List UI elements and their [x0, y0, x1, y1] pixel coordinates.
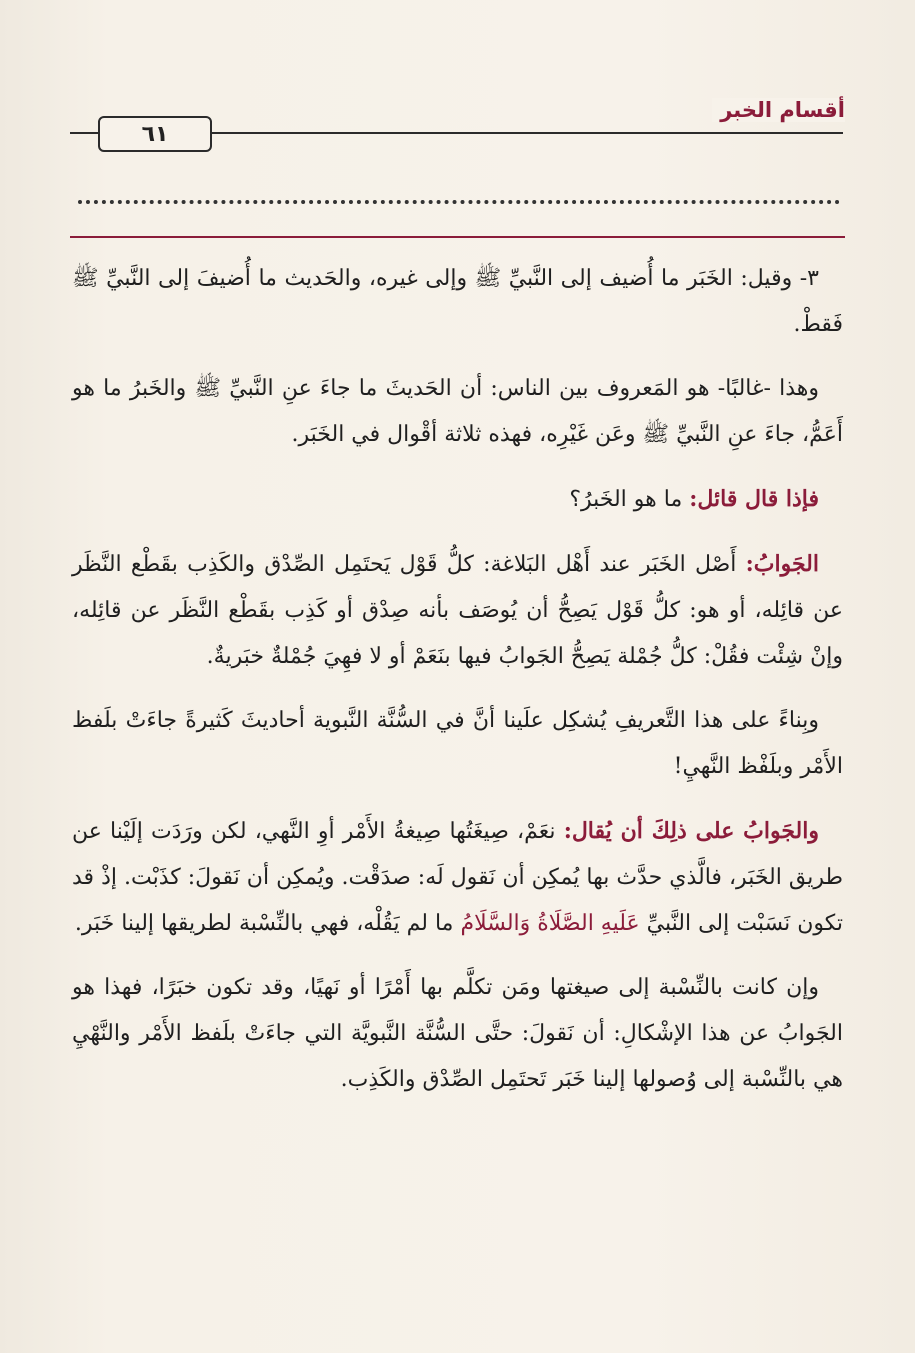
paragraph-text: وإن كانت بالنِّسْبة إلى صيغتها ومَن تكلَّم بها أَمْرًا أو نَهيًا، وقد تكون خبَرًا، فهذا هو الجَوابُ عن هذا الإشْكالِ: أن نَقولَ: حتَّى السُّنَّة النَّبويَّة التي جاءَتْ بلَفظ الأَمْر والنَّهْيِ هي بالنِّسْبة إلى وُصولها إلينا خَبَر تَحتَمِل الصِّدْق والكَذِب. [72, 975, 843, 1092]
paragraph-text: نعَمْ، صِيغَتُها صِيغةُ الأَمْر أوِ النَّهي، لكن ورَدَت إلَيْنا عن طريق الخَبَر، فالَّذي حدَّث بها يُمكِن أن نَقول لَه: صدَقْت. ويُمكِن أن نَقولَ: كذَبْت. إذْ قد تكون نَسَبْت إلى النَّبيِّ [72, 819, 843, 936]
header-rule [70, 132, 98, 134]
dotted-separator [78, 200, 840, 204]
page-number: ٦١ [98, 116, 212, 152]
section-rule [70, 236, 845, 238]
paragraph [72, 366, 843, 458]
answer-label: والجَوابُ على ذلِكَ أن يُقال: [563, 818, 819, 844]
main-text [72, 256, 843, 1121]
paragraph-text: ٣- وقيل: الخَبَر ما أُضيف إلى النَّبيِّ ﷺ وإلى غيره، والحَديث ما أُضيفَ إلى النَّبيِّ ﷺ فَقطْ. [72, 266, 843, 337]
paragraph-text: أَصْل الخَبَر عند أَهْل البَلاغة: كلُّ قَوْل يَحتَمِل الصِّدْق والكَذِب بقَطْع النَّظَر عن قائِله، أو هو: كلُّ قَوْل يَصِحُّ أن يُوصَف بأنه صِدْق أو كَذِب بقَطْع النَّظَر عن قائِله، وإنْ شِئْت فقُلْ: كلُّ جُمْلة يَصِحُّ الجَوابُ فيها بنَعَمْ أو لا فهِيَ جُمْلةٌ خبَريةٌ. [72, 552, 843, 669]
answer-paragraph [72, 808, 843, 947]
running-title: أقسام الخبر [712, 98, 845, 122]
question-paragraph [72, 476, 843, 523]
answer-label: الجَوابُ: [745, 551, 819, 577]
paragraph [72, 965, 843, 1103]
paragraph [72, 698, 843, 790]
header-rule [210, 132, 843, 134]
paragraph [72, 256, 843, 348]
paragraph-text: وبِناءً على هذا التَّعريفِ يُشكِل علَينا أنَّ في السُّنَّة النَّبوية أحاديثَ كَثيرةً جاءَتْ بلَفظ الأَمْر وبلَفْظ النَّهيِ! [72, 708, 843, 779]
paragraph-text: ما هو الخَبرُ؟ [569, 487, 690, 512]
question-label: فإذا قال قائل: [689, 486, 819, 512]
honorific-phrase: عَلَيهِ الصَّلَاةُ وَالسَّلَامُ [460, 911, 640, 936]
paragraph-text: وهذا -غالبًا- هو المَعروف بين الناس: أن الحَديثَ ما جاءَ عنِ النَّبيِّ ﷺ والخَبرُ ما هو أَعَمُّ، جاءَ عنِ النَّبيِّ ﷺ وعَن غَيْرِه، فهذه ثلاثة أقْوال في الخَبَر. [72, 376, 843, 447]
page-header [70, 98, 845, 158]
answer-paragraph [72, 541, 843, 680]
paragraph-text: ما لم يَقُلْه، فهي بالنِّسْبة لطريقها إلينا خَبَر. [74, 911, 461, 936]
